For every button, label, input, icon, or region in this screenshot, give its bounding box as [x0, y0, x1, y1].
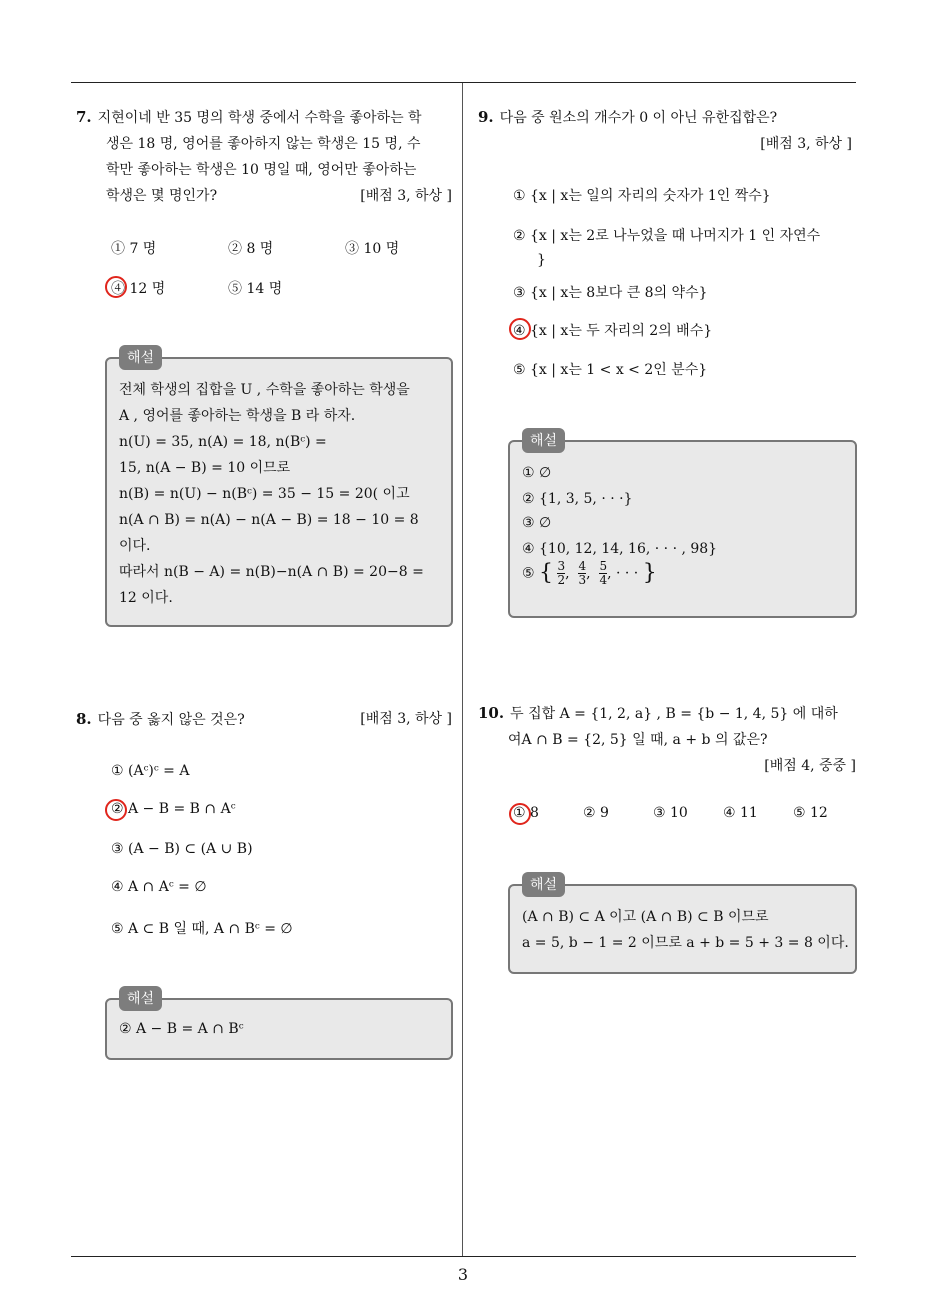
answer-circle-mark — [105, 276, 127, 298]
choice-2[interactable]: ② 9 — [583, 805, 609, 821]
choice-4[interactable]: ④ 12 명 — [111, 281, 166, 297]
question-text-line: 여A ∩ B = {2, 5} 일 때, a + b 의 값은? — [508, 732, 768, 748]
answer-circle-mark — [105, 799, 127, 821]
explanation-line: ④ {10, 12, 14, 16, · · · , 98} — [522, 541, 718, 557]
right-brace: } — [642, 560, 657, 586]
bottom-rule — [71, 1256, 856, 1257]
score-source: [배점 3, 하상 ] — [360, 188, 452, 204]
explanation-label: 해설 — [522, 872, 565, 897]
fraction: $\frac{3}{2}$ — [557, 559, 566, 587]
choice-3[interactable]: ③ (A − B) ⊂ (A ∪ B) — [111, 841, 253, 857]
score-source: [배점 3, 하상 ] — [360, 711, 452, 727]
question-10 — [478, 700, 856, 779]
choice-4[interactable]: ④ {x | x는 두 자리의 2의 배수} — [513, 323, 713, 339]
choice-label: ⑤ — [522, 565, 535, 582]
choice-3[interactable]: ③ {x | x는 8보다 큰 8의 약수} — [513, 285, 708, 301]
question-text-line: 생은 18 명, 영어를 좋아하지 않는 학생은 15 명, 수 — [106, 136, 421, 152]
explanation-line: 전체 학생의 집합을 U , 수학을 좋아하는 학생을 — [119, 382, 410, 398]
explanation-line: n(A ∩ B) = n(A) − n(A − B) = 18 − 10 = 8 — [119, 512, 419, 528]
choice-2[interactable]: ② 8 명 — [228, 241, 274, 257]
explanation-line: 따라서 n(B − A) = n(B)−n(A ∩ B) = 20−8 = — [119, 564, 424, 580]
score-source: [배점 3, 하상 ] — [760, 136, 852, 152]
choice-2[interactable]: ② {x | x는 2로 나누었을 때 나머지가 1 인 자연수 — [513, 228, 821, 244]
explanation-label: 해설 — [119, 345, 162, 370]
question-9 — [478, 104, 852, 157]
explanation-line: 12 이다. — [119, 590, 173, 606]
choice-1[interactable]: ① (Aᶜ)ᶜ = A — [111, 763, 190, 779]
question-number: 10. — [478, 704, 505, 722]
explanation-line: A , 영어를 좋아하는 학생을 B 라 하자. — [119, 408, 356, 424]
answer-circle-mark — [509, 318, 531, 340]
explanation-line: ① ∅ — [522, 465, 552, 481]
question-7 — [76, 104, 452, 209]
choice-3[interactable]: ③ 10 — [653, 805, 688, 821]
explanation-box — [508, 433, 857, 618]
question-number: 8. — [76, 710, 92, 728]
explanation-label: 해설 — [119, 986, 162, 1011]
explanation-line: 15, n(A − B) = 10 이므로 — [119, 460, 291, 476]
explanation-line: ② {1, 3, 5, · · ·} — [522, 491, 633, 507]
question-text-line: 학만 좋아하는 학생은 10 명일 때, 영어만 좋아하는 — [106, 162, 417, 178]
explanation-line: 이다. — [119, 538, 151, 554]
question-text: 다음 중 원소의 개수가 0 이 아닌 유한집합은? — [499, 110, 778, 126]
question-text-line: 지현이네 반 35 명의 학생 중에서 수학을 좋아하는 학 — [97, 110, 422, 126]
choice-5[interactable]: ⑤ A ⊂ B 일 때, A ∩ Bᶜ = ∅ — [111, 921, 293, 937]
explanation-box — [105, 350, 453, 627]
question-text: 다음 중 옳지 않은 것은? — [97, 712, 245, 728]
left-brace: { — [539, 560, 554, 586]
question-number: 9. — [478, 108, 494, 126]
choice-3[interactable]: ③ 10 명 — [345, 241, 400, 257]
question-8 — [76, 706, 452, 733]
choice-5[interactable]: ⑤ {x | x는 1 < x < 2인 분수} — [513, 362, 708, 378]
question-number: 7. — [76, 108, 92, 126]
choice-1[interactable]: ① 8 — [513, 805, 539, 821]
column-divider — [462, 83, 463, 1256]
explanation-label: 해설 — [522, 428, 565, 453]
explanation-line: (A ∩ B) ⊂ A 이고 (A ∩ B) ⊂ B 이므로 — [522, 909, 769, 925]
question-text-line: 두 집합 A = {1, 2, a} , B = {b − 1, 4, 5} 에 대하 — [510, 706, 838, 722]
choice-2-continuation: } — [537, 252, 546, 268]
choice-1[interactable]: ① {x | x는 일의 자리의 숫자가 1인 짝수} — [513, 188, 771, 204]
explanation-line: n(B) = n(U) − n(Bᶜ) = 35 − 15 = 20( 이고 — [119, 486, 410, 502]
explanation-line: n(U) = 35, n(A) = 18, n(Bᶜ) = — [119, 434, 327, 450]
fraction: $\frac{4}{3}$ — [578, 559, 587, 587]
explanation-box — [105, 991, 453, 1060]
explanation-line: ② A − B = A ∩ Bᶜ — [119, 1021, 244, 1037]
score-source: [배점 4, 중중 ] — [764, 758, 856, 774]
choice-5[interactable]: ⑤ 14 명 — [228, 281, 283, 297]
explanation-line: ③ ∅ — [522, 515, 552, 531]
choice-4[interactable]: ④ 11 — [723, 805, 758, 821]
choice-5[interactable]: ⑤ 12 — [793, 805, 828, 821]
question-text-line: 학생은 몇 명인가? — [106, 188, 218, 204]
answer-circle-mark — [509, 803, 531, 825]
choice-4[interactable]: ④ A ∩ Aᶜ = ∅ — [111, 879, 207, 895]
top-rule — [71, 82, 856, 83]
choice-2[interactable]: ② A − B = B ∩ Aᶜ — [111, 801, 236, 817]
explanation-box — [508, 877, 857, 974]
choice-1[interactable]: ① 7 명 — [111, 241, 157, 257]
fraction: $\frac{5}{4}$ — [599, 559, 608, 587]
page-number: 3 — [457, 1265, 469, 1284]
fraction-tail: , · · · — [607, 565, 639, 582]
explanation-line-fractions: ⑤ { $\frac{3}{2}$ , $\frac{4}{3}$ , $\frac{5}{4}$ , · · · } — [522, 559, 657, 587]
explanation-line: a = 5, b − 1 = 2 이므로 a + b = 5 + 3 = 8 이다. — [522, 935, 849, 951]
